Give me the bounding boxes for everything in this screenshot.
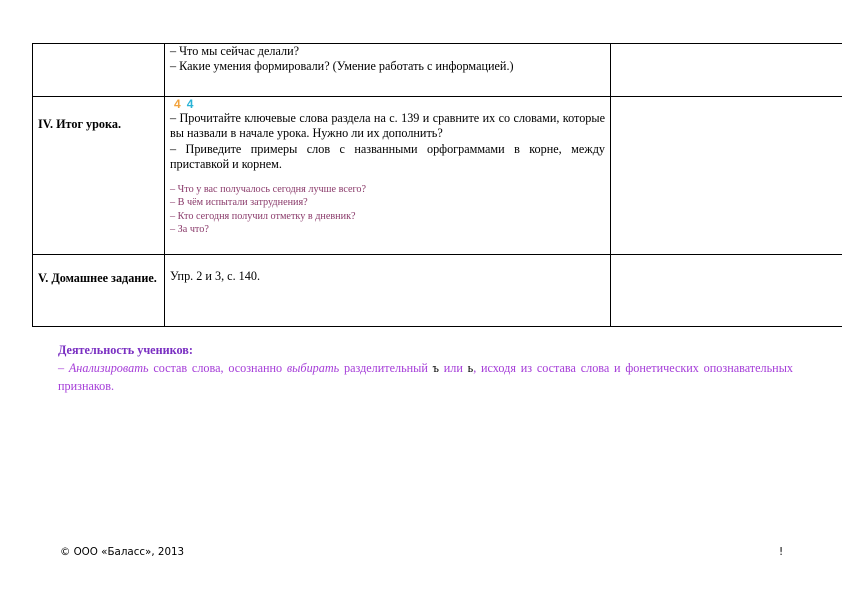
stage-label: IV. Итог урока.: [38, 117, 121, 131]
resource-badges: [170, 97, 605, 111]
notes-cell: [611, 97, 842, 255]
page-number: !: [779, 546, 784, 558]
question-line: – Какие умения формировали? (Умение работать с информацией.): [170, 59, 514, 74]
copyright-footer: © ООО «Баласс», 2013: [60, 546, 185, 558]
activity-fragment: разделительный: [339, 361, 433, 375]
task-paragraph: – Приведите примеры слов с названными орфограммами в корне, между приставкой и корнем.: [170, 141, 605, 172]
reflection-question: – В чём испытали затруднения?: [170, 197, 308, 209]
badge-number: 4: [174, 97, 181, 111]
content-cell: [165, 255, 611, 327]
stage-cell: [33, 255, 165, 327]
activity-fragment: состав слова, осознанно: [148, 361, 287, 375]
activity-verb: выбирать: [286, 361, 340, 375]
reflection-question: – За что?: [170, 224, 209, 236]
student-activity-block: [58, 341, 793, 395]
stage-label: V. Домашнее задание.: [38, 271, 157, 285]
activity-prefix: –: [58, 361, 69, 375]
notes-cell: [611, 44, 842, 97]
table-row: [33, 97, 842, 255]
lesson-plan-table: [32, 43, 842, 327]
stage-cell: [33, 97, 165, 255]
content-cell: [165, 44, 611, 97]
activity-verb: Анализировать: [68, 361, 149, 375]
reflection-question: – Что у вас получалось сегодня лучше всего?: [170, 183, 367, 195]
homework-text: Упр. 2 и 3, с. 140.: [170, 269, 260, 283]
activity-text: [58, 359, 793, 395]
content-cell: [165, 97, 611, 255]
table-row: [33, 255, 842, 327]
activity-heading: Деятельность учеников:: [58, 343, 193, 357]
activity-fragment: , исходя из состава слова и фонетических опознавательных признаков.: [58, 361, 793, 393]
soft-sign: ь: [467, 361, 474, 375]
task-paragraph: – Прочитайте ключевые слова раздела на с. 139 и сравните их со словами, которые вы назвали в начале урока. Нужно ли их дополнить?: [170, 111, 605, 141]
stage-cell: [33, 44, 165, 97]
question-line: – Что мы сейчас делали?: [170, 44, 300, 58]
notes-cell: [611, 255, 842, 327]
badge-number: 4: [186, 97, 194, 111]
activity-fragment: или: [438, 361, 468, 375]
table-row: [33, 44, 842, 97]
reflection-question: – Кто сегодня получил отметку в дневник?: [170, 210, 356, 222]
hard-sign: ъ: [432, 361, 439, 375]
